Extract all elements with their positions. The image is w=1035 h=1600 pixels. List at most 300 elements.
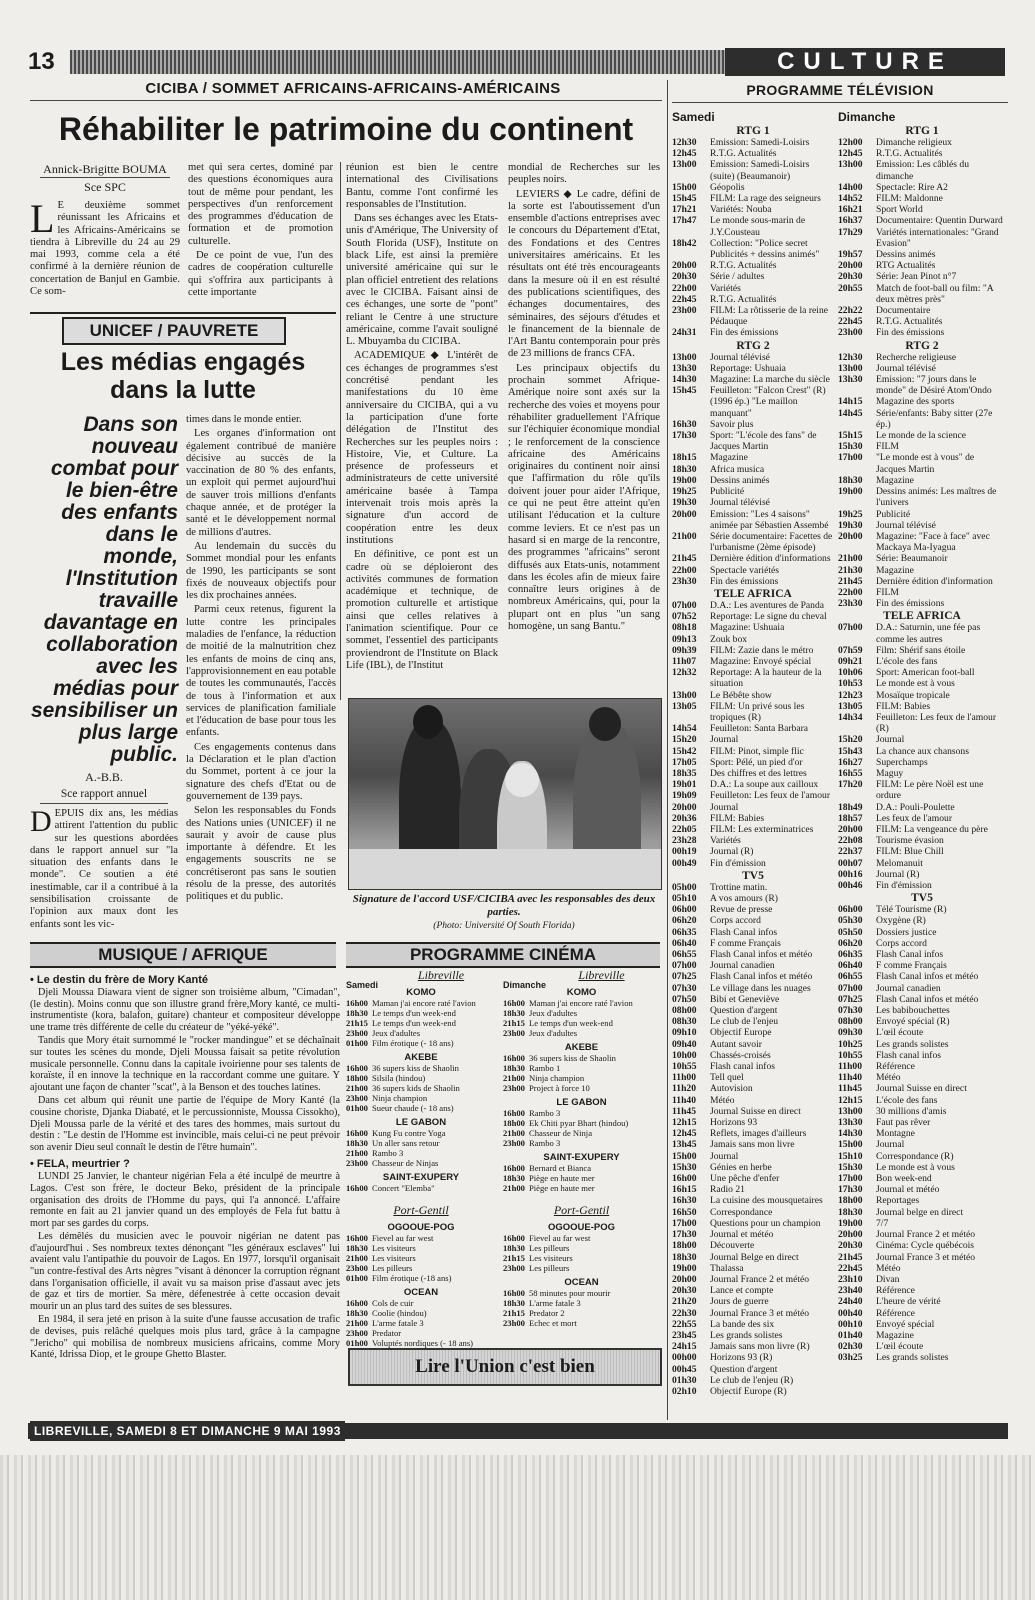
tv-saturday-list: [672, 125, 834, 1397]
tv-time: 14h15: [838, 396, 863, 408]
tv-listing-row: [838, 305, 1006, 316]
cinema-film: Bernard et Bianca: [529, 1163, 592, 1173]
tv-listing-row: [672, 294, 834, 305]
cinema-showing: [346, 1038, 496, 1048]
tv-time: 16h37: [838, 215, 863, 227]
cinema-time: 16h00: [503, 1053, 525, 1063]
cinema-film: Maman j'ai encore raté l'avion: [529, 998, 633, 1008]
tv-time: 20h00: [672, 801, 697, 813]
tv-listing-row: [838, 1252, 1006, 1263]
cinema-sunday: [503, 968, 660, 1328]
cinema-film: Ninja champion: [529, 1073, 585, 1083]
cinema-time: 21h00: [503, 1128, 525, 1138]
tv-listing-row: [672, 949, 834, 960]
tv-show: Jamais sans mon livre: [710, 1139, 795, 1151]
cinema-name: OCEAN: [564, 1277, 599, 1288]
tv-show: FILM: La vengeance du père: [876, 823, 988, 835]
cinema-showing: [503, 1008, 660, 1018]
tv-listing-row: [672, 419, 834, 430]
tv-listing-row: [672, 802, 834, 813]
tv-show: Tell quel: [710, 1072, 744, 1084]
tv-show: FILM: Pinot, simple flic: [710, 745, 804, 757]
tv-show: Documentaire: Quentin Durward: [876, 215, 1003, 227]
tv-time: 21h45: [838, 1251, 863, 1263]
cinema-film: Chasseur de Ninja: [529, 1128, 593, 1138]
tv-time: 13h00: [672, 159, 697, 171]
tv-show: A vos amours (R): [710, 893, 778, 904]
tv-show: Fin d'émission: [710, 857, 766, 869]
tv-show: Sport: Pélé, un pied d'or: [710, 756, 803, 768]
tv-show: Flash canal infos: [710, 1061, 776, 1073]
tv-sunday: [838, 110, 1006, 1364]
tv-time: 20h00: [838, 260, 863, 272]
tv-channel-heading: TELE AFRICA: [714, 587, 792, 600]
tv-show: Météo: [876, 1072, 901, 1084]
tv-listing-row: [672, 1218, 834, 1229]
tv-show: La chance aux chansons: [876, 745, 969, 757]
tv-show: Reportage: Le signe du cheval: [710, 611, 827, 623]
tv-show: Bon week-end: [876, 1173, 932, 1185]
tv-time: 15h20: [838, 734, 863, 746]
tv-time: 08h00: [838, 1016, 863, 1028]
tv-show: Zouk box: [710, 633, 748, 645]
tv-listing-row: [838, 137, 1006, 148]
tv-show: Référence: [876, 1061, 915, 1073]
cinema-time: 21h00: [503, 1183, 525, 1193]
tv-listing-row: [838, 1184, 1006, 1195]
tv-listing-row: [838, 1139, 1006, 1150]
cinema-time: 21h00: [346, 1253, 368, 1263]
tv-listing-row: [672, 813, 834, 824]
tv-show: FILM: La rôtisserie de la reine Pédauque: [710, 305, 829, 328]
tv-listing-row: [838, 1296, 1006, 1307]
cinema-time: 21h15: [503, 1253, 525, 1263]
tv-listing-row: [838, 1072, 1006, 1083]
tv-time: 18h49: [838, 801, 863, 813]
tv-listing-row: [672, 475, 834, 486]
tv-sat-label: Samedi: [672, 110, 715, 124]
tv-show: Le monde est à vous: [876, 678, 955, 690]
tv-time: 00h46: [838, 880, 863, 891]
cinema-time: 01h00: [346, 1038, 368, 1048]
cinema-film: Les pilleurs: [529, 1263, 570, 1273]
tv-show: Publicité: [876, 508, 911, 520]
tv-show: Question d'argent: [710, 1363, 778, 1375]
cinema-showing: [503, 1318, 660, 1328]
tv-listing-row: [672, 215, 834, 237]
tv-show: Dossiers justice: [876, 926, 937, 938]
cinema-time: 23h00: [346, 1093, 368, 1103]
tv-listing-row: [838, 622, 1006, 644]
cinema-time: 21h15: [346, 1018, 368, 1028]
tv-time: 17h00: [838, 1173, 863, 1185]
tv-time: 16h27: [838, 756, 863, 768]
tv-time: 07h25: [838, 993, 863, 1005]
tv-show: Le Bébête show: [710, 689, 772, 701]
tv-time: 21h30: [838, 564, 863, 576]
cinema-film: Jeux d'adultes: [372, 1028, 421, 1038]
cinema-time: 23h00: [346, 1328, 368, 1338]
tv-time: 07h00: [838, 982, 863, 994]
tv-show: Emission: "Les 4 saisons" animée par Sébastien Assembé: [710, 508, 829, 531]
column-rule: [340, 162, 341, 700]
tv-time: 13h45: [672, 1139, 697, 1151]
tv-listing-row: [838, 1341, 1006, 1352]
tv-listing-row: [672, 645, 834, 656]
cinema-film: Cols de cuir: [372, 1298, 414, 1308]
tv-show: Journal et météo: [710, 1229, 774, 1241]
tv-listing-row: [838, 283, 1006, 305]
unicef-service: Sce rapport annuel: [60, 788, 148, 800]
tv-time: 15h10: [838, 1150, 863, 1162]
tv-show: Le monde de la science: [876, 430, 967, 442]
cinema-showing: [346, 1008, 496, 1018]
tv-time: 15h43: [838, 745, 863, 757]
tv-time: 16h50: [672, 1206, 697, 1218]
tv-show: FILM: [876, 586, 899, 598]
cinema-name: KOMO: [406, 987, 436, 998]
cinema-film: Chasseur de Ninjas: [372, 1158, 439, 1168]
tv-show: Journal télévisé: [710, 351, 770, 363]
cinema-film: Film érotique (-18 ans): [372, 1273, 452, 1283]
tv-time: 02h30: [838, 1341, 863, 1353]
musique-body: • Le destin du frère de Mory Kanté Djeli Moussa Diawara vient de signer son troisième album, "Cimadan", (le destin). Moins connu que son illustre grand frère,Mory kanté, ce multi-instrumentiste (kora, balafon, guitare) chanteur et compositeur développe une trame très différente de celle du créateur de "yéké-yéké". Tandis que Mory était surnommé le "rocker mandingue" et se déchaînait sur toutes les scènes du monde, Djeli Moussa faisait sa petite révolution musicale personnelle. Connu dans la capitale ivoirienne pour ses talents de koraïste, il en innove la technique en la raccordant comme une guitare. Y ajoutant une façon de chanter "scat", à la Benson et des touches latines. Dans cet album qui réunit une partie de l'équipe de Mory Kanté (la cousine choriste, Djanka Diabaté, et le percussionniste, Moussa Cissokho), Djeli Moussa parle de la vérité et des tares des hommes, mais surtout du destin : "Le destin de l'Homme est invincible, mais celui-ci ne peut prévoir son avenir Dieu seul connaît le destin de l'être humain". • FELA, meurtrier ? LUNDI 25 Janvier, le chanteur nigérian Fela a été inculpé de meurtre à Lagos. C'est son frère, le docteur Beko, président de la principale organisation des droits de l'Homme du pays, qui l'a annoncé. L'affaire remonte en fait au 21 janvier quand un des employés de Fela fut battu à mort par ses gardes du corps. Les démêlés du musicien avec le pouvoir nigérian ne datent pas d'aujourd'hui . Ses nombreux textes dénonçant "les généraux esclaves" lui avaient valu l'antipathie du pouvoir de Lagos. En 1977, lorsqu'il organisait "un contre-festival des Arts nègres "visant à dénoncer la corruption régnant dans l'organisation officielle, il avait vu sa maison prise d'assaut avec jets de gaz et tirs de mortier. Sa mère, défenestrée à cette occasion devait mourir un an plus tard des suites de ses blessures. En 1984, il sera jeté en prison à la suite d'une fausse accusation de trafic de devises, puis relâché quelques mois plus tard, grâce à la campagne "Jericho" qui mobilisa de nombreux musiciens africains, comme Mory Kanté, Idrissa Diop, et le groupe Ghetto Blaster.: [30, 974, 340, 1361]
tv-show: Des chiffres et des lettres: [710, 767, 807, 779]
tv-show: Flash Canal infos et météo: [710, 949, 813, 961]
tv-channel-heading: TV5: [742, 869, 764, 882]
cinema-film: Echec et mort: [529, 1318, 577, 1328]
tv-show: Objectif Europe (R): [710, 1385, 787, 1397]
tv-listing-row: [838, 182, 1006, 193]
cinema-time: 18h30: [346, 1308, 368, 1318]
tv-time: 09h13: [672, 633, 697, 645]
cinema-film: Concert "Elemba": [372, 1183, 435, 1193]
tv-show: Spectacle: Rire A2: [876, 181, 948, 193]
tv-time: 10h00: [672, 1049, 697, 1061]
photo-caption: Signature de l'accord USF/CICIBA avec les responsables des deux parties.: [352, 893, 656, 918]
tv-time: 15h20: [672, 734, 697, 746]
tv-show: Variétés: [710, 282, 741, 294]
tv-time: 23h28: [672, 835, 697, 847]
tv-time: 22h37: [838, 846, 863, 858]
cinema-time: 01h00: [346, 1103, 368, 1113]
cinema-showing: [346, 1083, 496, 1093]
cinema-film: Le temps d'un week-end: [372, 1018, 456, 1028]
cinema-film: Ninja champion: [372, 1093, 428, 1103]
cinema-time: 23h00: [503, 1083, 525, 1093]
tv-show: La bande des six: [710, 1318, 775, 1330]
tv-show: Flash Canal infos et météo: [710, 971, 813, 983]
tv-show: Journal: [710, 734, 739, 746]
tv-time: 17h30: [838, 1184, 863, 1196]
tv-listing-row: [838, 846, 1006, 857]
tv-show: L'œil écoute: [876, 1341, 924, 1353]
tv-time: 22h45: [838, 316, 863, 328]
tv-show: Série: Jean Pinot n°7: [876, 271, 957, 283]
tv-listing-row: [672, 193, 834, 204]
tv-listing-row: [838, 363, 1006, 374]
tv-show: Journal télévisé: [876, 519, 936, 531]
cinema-film: Silsila (hindou): [372, 1073, 426, 1083]
tv-listing-row: [838, 994, 1006, 1005]
tv-time: 22h45: [838, 1262, 863, 1274]
tv-listing-row: [672, 148, 834, 159]
tv-listing-row: [672, 1341, 834, 1352]
ciciba-col-3: réunion est bien le centre international des Civilisations Bantu, comme l'ont confirmé les responsables de l'Institution. Dans ses échanges avec les Etats-unis d'Amérique, The University of South Florida (USF), Institute on black Life, est ainsi la première université américaine qui sur le plan officiel entretient des relations avec le CICIBA. Faisant ainsi de ces échanges, une sorte de "pont" reliant le Centre à une structure américaine, comme l'avait souligné L. Mbuyamba du CICIBA. ACADEMIQUE ◆ L'intérêt de ces échanges de programmes s'est concrétisé pendant les manifestations du 10 ème anniversaire du CICIBA, qui a vu la participation d'une forte délégation de l'Institut des Recherches sur les peuples noirs : Histoire, Vie, et Culture. La présence de professeurs et administrateurs de cette université américaine basée à Tampa intervenait trois mois après la signature d'un accord de coopération entre les deux institutions En définitive, ce pont est un cadre où se déploieront des activités communes de formation académique et technique, de promotion culturelle et artistique ainsi que celles relatives à l'animation scientifique. Pour ce sommet, l'essentiel des participants proviendront de l'Institute on Black Life (IBL), de l'Institut: [346, 162, 498, 671]
cinema-kicker: PROGRAMME CINÉMA: [346, 942, 660, 968]
tv-time: 07h30: [672, 982, 697, 994]
tv-listing-row: [838, 1240, 1006, 1251]
tv-time: 16h00: [672, 1173, 697, 1185]
cinema-film: Jeux d'adultes: [529, 1028, 578, 1038]
cinema-time: 01h00: [346, 1273, 368, 1283]
tv-time: 17h29: [838, 226, 863, 238]
cinema-city: Libreville: [578, 968, 625, 982]
cinema-showing: [346, 1103, 496, 1113]
tv-listing-row: [672, 1005, 834, 1016]
tv-show: Série / adultes: [710, 271, 765, 283]
cinema-time: 16h00: [503, 1108, 525, 1118]
cinema-showing: [503, 1083, 660, 1093]
tv-show: Objectif Europe: [710, 1027, 772, 1039]
tv-listing-row: [672, 858, 834, 869]
ciciba-headline: Réhabiliter le patrimoine du continent: [58, 111, 634, 147]
tv-show: Le monde sous-marin de J.Y.Cousteau: [710, 215, 806, 238]
tv-time: 12h15: [838, 1094, 863, 1106]
tv-show: Divan: [876, 1273, 900, 1285]
tv-show: Tourisme évasion: [876, 835, 944, 847]
tv-time: 23h40: [838, 1285, 863, 1297]
tv-show: Corps accord: [876, 937, 927, 949]
cinema-name: LE GABON: [395, 1117, 447, 1128]
tv-listing-row: [838, 904, 1006, 915]
cinema-time: 21h00: [346, 1148, 368, 1158]
tv-listing-row: [838, 734, 1006, 745]
ciciba-col-1: L E deuxième sommet réunissant les Africains et les Africains-Américains se tiendra à Libreville du 24 au 29 mai 1993, comme cela a été confirmé à la dernière réunion de concertation de Banjul en Gambie. Ce som-: [30, 196, 180, 298]
tv-listing-row: [672, 464, 834, 475]
tv-time: 17h30: [672, 430, 697, 442]
tv-time: 06h00: [672, 904, 697, 916]
tv-time: 10h06: [838, 667, 863, 679]
cinema-showing: [346, 1093, 496, 1103]
cinema-showing: [346, 1338, 496, 1348]
tv-listing-row: [838, 1151, 1006, 1162]
cinema-time: 21h00: [346, 1318, 368, 1328]
tv-time: 15h45: [672, 385, 697, 397]
tv-time: 21h00: [672, 530, 697, 542]
tv-listing-row: [672, 352, 834, 363]
person-head: [413, 705, 443, 739]
tv-sunday-list: [838, 125, 1006, 1364]
tv-show: Télé Tourisme (R): [876, 904, 947, 916]
cinema-film: Rambo 3: [372, 1148, 404, 1158]
tv-listing-row: [672, 553, 834, 564]
tv-listing-row: [838, 1027, 1006, 1038]
cinema-name: LE GABON: [556, 1097, 607, 1108]
tv-listing-row: [672, 182, 834, 193]
cinema-saturday: [346, 968, 496, 1348]
tv-listing-row: [838, 475, 1006, 486]
cinema-film: Voluptés nordiques (- 18 ans): [372, 1338, 474, 1348]
cinema-time: 18h30: [503, 1243, 525, 1253]
cinema-showing: [346, 1263, 496, 1273]
tv-time: 21h45: [838, 575, 863, 587]
tv-time: 18h30: [838, 474, 863, 486]
tv-show: Journal France 2 et météo: [876, 1229, 976, 1241]
tv-time: 22h00: [672, 564, 697, 576]
tv-channel-heading: RTG 2: [905, 339, 939, 352]
tv-show: D.A.: Les aventures de Panda: [710, 599, 825, 611]
tv-time: 01h30: [672, 1374, 697, 1386]
tv-time: 10h55: [672, 1061, 697, 1073]
tv-listing-row: [838, 215, 1006, 226]
cinema-showing: [346, 1158, 496, 1168]
tv-time: 15h30: [838, 441, 863, 453]
tv-listing-row: [672, 600, 834, 611]
cinema-film: Jeux d'adultes: [529, 1008, 578, 1018]
tv-listing-row: [672, 204, 834, 215]
tv-listing-row: [672, 757, 834, 768]
tv-time: 12h45: [838, 148, 863, 160]
divider: [30, 312, 336, 314]
divider: [30, 100, 662, 101]
tv-time: 20h00: [672, 508, 697, 520]
tv-listing-row: [672, 1083, 834, 1094]
tv-time: 06h55: [672, 949, 697, 961]
tv-listing-row: [838, 938, 1006, 949]
tv-listing-row: [838, 949, 1006, 960]
cinema-film: Les visiteurs: [372, 1243, 416, 1253]
cinema-film: 36 supers kids de Shaolin: [372, 1083, 460, 1093]
cinema-showing: [503, 1118, 660, 1128]
tv-listing-row: [838, 520, 1006, 531]
cinema-name: SAINT-EXUPERY: [543, 1152, 620, 1163]
tv-show: Journal (R): [710, 846, 754, 858]
tv-show: Magazine: [876, 564, 914, 576]
tv-time: 13h00: [672, 351, 697, 363]
tv-channel-heading: RTG 1: [736, 125, 770, 137]
tv-time: 24h40: [838, 1296, 863, 1308]
tv-show: Correspondance: [710, 1206, 773, 1218]
tv-listing-row: [672, 1285, 834, 1296]
tv-time: 18h30: [672, 1251, 697, 1263]
tv-listing-row: [672, 768, 834, 779]
tv-listing-row: [672, 1039, 834, 1050]
tv-show: Magazine: [876, 474, 914, 486]
tv-show: FILM: Zazie dans le métro: [710, 644, 814, 656]
tv-show: Journal: [710, 1150, 739, 1162]
cinema-city: Port-Gentil: [393, 1203, 449, 1217]
tv-listing-row: [672, 1061, 834, 1072]
cinema-film: Predator 2: [529, 1308, 565, 1318]
tv-show: Flash canal infos: [876, 1049, 942, 1061]
tv-listing-row: [672, 1151, 834, 1162]
tv-show: Faut pas rêver: [876, 1117, 931, 1129]
unicef-headline: Les médias engagés dans la lutte: [60, 348, 306, 404]
tv-show: RTG Actualités: [876, 260, 936, 272]
tv-listing-row: [838, 690, 1006, 701]
cinema-sat-label: Samedi: [346, 980, 379, 990]
tv-listing-row: [672, 385, 834, 419]
tv-time: 22h55: [672, 1318, 697, 1330]
cinema-time: 16h00: [503, 1233, 525, 1243]
tv-time: 19h01: [672, 779, 697, 791]
tv-time: 07h52: [672, 611, 697, 623]
tv-show: FILM: Les exterminatrices: [710, 823, 814, 835]
tv-show: FILM: La rage des seigneurs: [710, 193, 821, 205]
tv-listing-row: [672, 1016, 834, 1027]
tv-listing-row: [672, 779, 834, 790]
cinema-showing: [346, 1253, 496, 1263]
tv-listing-row: [838, 1050, 1006, 1061]
tv-listing-row: [672, 159, 834, 181]
tv-time: 00h16: [838, 868, 863, 880]
cinema-time: 23h00: [346, 1263, 368, 1273]
tv-listing-row: [838, 712, 1006, 734]
cinema-film: L'arme fatale 3: [372, 1318, 424, 1328]
cinema-showing: [503, 998, 660, 1008]
header-stripe: [70, 50, 725, 74]
cinema-name: KOMO: [566, 987, 597, 998]
cinema-film: Sueur chaude (- 18 ans): [372, 1103, 454, 1113]
tv-listing-row: [838, 802, 1006, 813]
cinema-showing: [503, 1063, 660, 1073]
tv-time: 16h30: [672, 418, 697, 430]
tv-listing-row: [838, 316, 1006, 327]
tv-show: Corps accord: [710, 915, 761, 927]
cinema-showing: [346, 1243, 496, 1253]
cinema-showing: [346, 998, 496, 1008]
tv-show: Dessins animés: [710, 474, 770, 486]
tv-time: 00h19: [672, 846, 697, 858]
tv-listing-row: [838, 576, 1006, 587]
tv-show: Journal Belge en direct: [710, 1251, 799, 1263]
cinema-time: 23h00: [346, 1028, 368, 1038]
cinema-showing: [346, 1018, 496, 1028]
tv-time: 20h30: [672, 1285, 697, 1297]
tv-listing-row: [672, 531, 834, 553]
tv-time: 11h20: [672, 1083, 696, 1095]
tv-time: 20h55: [838, 282, 863, 294]
person-head: [589, 707, 621, 741]
tv-time: 19h00: [838, 486, 863, 498]
tv-show: Les grands solistes: [710, 1329, 783, 1341]
tv-time: 07h25: [672, 971, 697, 983]
cinema-time: 18h30: [346, 1008, 368, 1018]
tv-time: 13h00: [672, 689, 697, 701]
tv-show: Emission: Les câblés du dimanche: [876, 159, 969, 182]
tv-time: 23h45: [672, 1329, 697, 1341]
cinema-name: OGOOUE-POG: [547, 1222, 616, 1233]
tv-time: 07h30: [838, 1005, 863, 1017]
tv-listing-row: [838, 757, 1006, 768]
cinema-film: Le temps d'un week-end: [372, 1008, 456, 1018]
tv-show: Journal canadien: [710, 960, 775, 972]
tv-time: 06h55: [838, 971, 863, 983]
cinema-film: Un aller sans retour: [372, 1138, 440, 1148]
tv-time: 23h00: [838, 327, 863, 339]
tv-listing-row: [672, 1050, 834, 1061]
tv-time: 00h40: [838, 1307, 863, 1319]
tv-show: Variétés: [710, 835, 741, 847]
tv-time: 11h40: [838, 1072, 862, 1084]
cinema-showing: [346, 1128, 496, 1138]
tv-listing-row: [672, 1229, 834, 1240]
tv-show: Reflets, images d'ailleurs: [710, 1128, 807, 1140]
tv-show: "Le monde est à vous" de Jacques Martin: [876, 452, 975, 475]
tv-show: Dimanche religieux: [876, 137, 952, 148]
tv-show: La cuisine des mousquetaires: [710, 1195, 823, 1207]
